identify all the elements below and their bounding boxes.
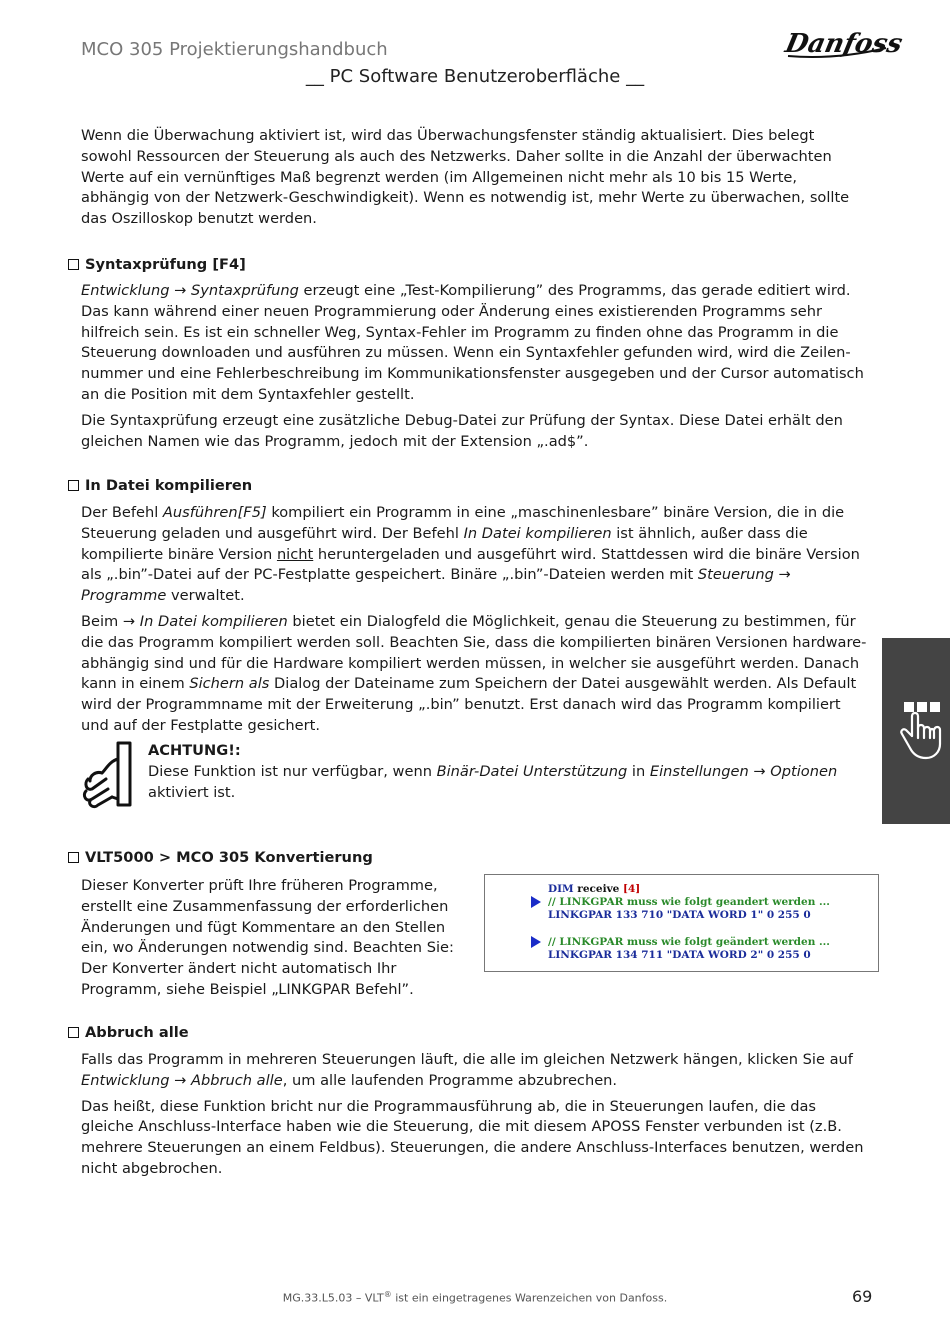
checkbox-bullet-icon xyxy=(68,480,79,491)
hand-pointer-icon xyxy=(882,638,950,824)
header-title: MCO 305 Projektierungshandbuch xyxy=(81,39,388,60)
warning-hand-icon xyxy=(80,739,136,809)
section-heading-compile: In Datei kompilieren xyxy=(68,477,252,494)
compile-paragraph-1: Der Befehl Ausführen[F5] kompiliert ein Programm in eine „maschinenlesbare” binäre Version, die in die Steuerung geladen und ausgeführt wird. Der Befehl In Datei kompilieren ist ähnlich, außer dass die kompilierte binäre Version nicht heruntergeladen und ausgeführt wird. Stattdessen wird die binäre Version als „.bin”-Datei auf der PC-Festplatte gespeichert. Binäre „.bin”-Dateien werden mit Steuerung → Programme verwaltet. xyxy=(81,504,860,605)
chapter-side-tab xyxy=(882,638,950,824)
warning-text: Diese Funktion ist nur verfügbar, wenn Binär-Datei Unterstützung in Einstellungen → Optionen aktiviert ist. xyxy=(148,762,838,801)
svg-text:Danfoss: Danfoss xyxy=(782,28,906,59)
abort-paragraph-2: Das heißt, diese Funktion bricht nur die Programmausführung ab, die in Steuerungen laufen, die das gleiche Anschluss-Interface haben wie die Steuerung, die mit diesem APOSS Fenster verbunden ist (z.B. mehrere Steuerungen an einem Feldbus). Steuerungen, die andere Anschluss-Interfaces benutzen, werden nicht abgebrochen. xyxy=(81,1097,864,1177)
syntax-paragraph-1: Entwicklung → Syntaxprüfung erzeugt eine „Test-Kompilierung” des Programms, das gerade editiert wird. Das kann während einer neuen Programmierung oder Änderung eines existierenden Programms sehr hilfreich sein. Es ist ein schneller Weg, Syntax-Fehler im Programm zu finden ohne das Programm in die Steuerung downloaden und ausführen zu müssen. Wenn ein Syntaxfehler gefunden wird, wird die Zeilen-nummer und eine Fehlerbeschreibung im Kommunikationsfenster ausgegeben und der Cursor automatisch an die Position mit dem Syntaxfehler gestellt. xyxy=(81,282,864,403)
danfoss-logo xyxy=(782,24,906,62)
code-line-1: DIM receive [4] xyxy=(548,883,641,895)
section-heading-convert: VLT5000 > MCO 305 Konvertierung xyxy=(68,849,373,866)
code-line-2: // LINKGPAR muss wie folgt geandert werden ... xyxy=(548,896,830,908)
code-line-5: LINKGPAR 134 711 "DATA WORD 2" 0 255 0 xyxy=(548,949,811,961)
compile-block xyxy=(81,503,871,737)
footer-text: MG.33.L5.03 – VLT® ist ein eingetragenes Warenzeichen von Danfoss. xyxy=(282,1290,668,1305)
page-number: 69 xyxy=(852,1287,873,1306)
compile-paragraph-2: Beim → In Datei kompilieren bietet ein Dialogfeld die Möglichkeit, genau die Steuerung zu bestimmen, für die das Programm kompiliert werden soll. Beachten Sie, dass die kompilierten binären Versionen hardware-abhängig sind und für die Hardware kompiliert werden müssen, in welcher sie ausgeführt werden. Danach kann in einem Sichern als Dialog der Dateiname zum Speichern der Datei ausgewählt werden. Als Default wird der Programmname mit der Erweiterung „.bin” benutzt. Erst danach wird das Programm kompiliert und auf der Festplatte gesichert. xyxy=(81,612,867,734)
intro-paragraph: Wenn die Überwachung aktiviert ist, wird das Überwachungsfenster ständig aktualisiert. Dies belegt sowohl Ressourcen der Steuerung als auch des Netzwerks. Daher sollte in die Anzahl der überwachten Werte auf ein vernünftiges Maß begrenzt werden (im Allgemeinen nicht mehr als 10 bis 15 Werte, abhängig von der Netzwerk-Geschwindigkeit). Wenn es notwendig ist, mehr Werte zu überwachen, sollte das Oszilloskop benutzt werden. xyxy=(81,127,850,228)
checkbox-bullet-icon xyxy=(68,852,79,863)
breakpoint-arrow-icon xyxy=(531,936,541,948)
code-line-4: // LINKGPAR muss wie folgt geändert werden ... xyxy=(548,936,830,948)
convert-paragraph: Dieser Konverter prüft Ihre früheren Programme, erstellt eine Zusammenfassung der erforderlichen Änderungen und fügt Kommentare an den Stellen ein, wo Änderungen notwendig sind. Beachten Sie: Der Konverter ändert nicht automatisch Ihr Programm, siehe Beispiel „LINKGPAR Befehl”. xyxy=(81,877,454,998)
warning-title: ACHTUNG!: xyxy=(148,742,241,759)
breakpoint-arrow-icon xyxy=(531,896,541,908)
syntax-paragraph-2: Die Syntaxprüfung erzeugt eine zusätzliche Debug-Datei zur Prüfung der Syntax. Diese Datei erhält den gleichen Namen wie das Programm, jedoch mit der Extension „.ad$”. xyxy=(81,411,843,450)
code-example-box xyxy=(484,874,879,972)
section-heading-abort: Abbruch alle xyxy=(68,1024,189,1041)
abort-paragraph-1: Falls das Programm in mehreren Steuerungen läuft, die alle im gleichen Netzwerk hängen, klicken Sie auf Entwicklung → Abbruch alle, um alle laufenden Programme abzubrechen. xyxy=(81,1051,853,1089)
checkbox-bullet-icon xyxy=(68,259,79,270)
abort-block xyxy=(81,1050,871,1180)
code-line-3: LINKGPAR 133 710 "DATA WORD 1" 0 255 0 xyxy=(548,909,811,921)
header-subtitle: __ PC Software Benutzeroberfläche __ xyxy=(305,66,645,87)
checkbox-bullet-icon xyxy=(68,1027,79,1038)
warning-note xyxy=(148,741,868,803)
section-heading-syntax: Syntaxprüfung [F4] xyxy=(68,256,246,273)
syntax-block xyxy=(81,281,871,452)
